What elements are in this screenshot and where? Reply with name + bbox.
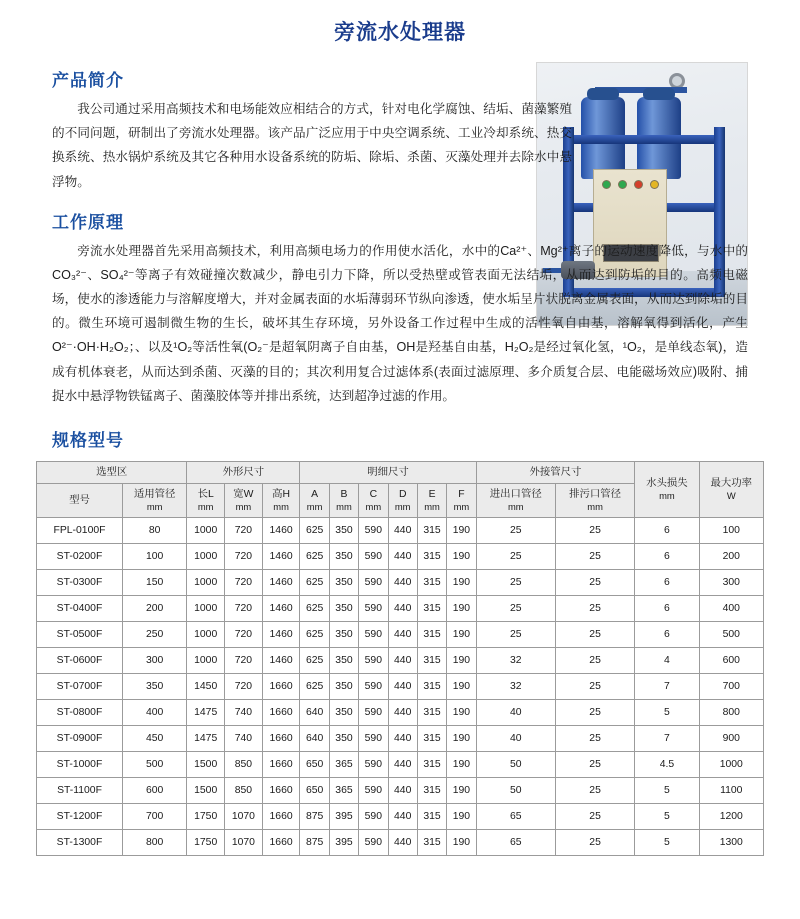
spec-table: [36, 461, 764, 856]
col-unit: mm: [365, 501, 382, 513]
table-cell: 720: [225, 569, 263, 595]
table-cell: 1660: [262, 725, 300, 751]
table-cell: 850: [225, 777, 263, 803]
table-cell: 720: [225, 621, 263, 647]
table-row: [37, 569, 764, 595]
table-cell: 315: [417, 725, 446, 751]
table-cell: 1500: [187, 777, 225, 803]
table-cell: 50: [476, 751, 555, 777]
page-title: 旁流水处理器: [334, 21, 466, 44]
table-cell: 440: [388, 569, 417, 595]
table-cell: 6: [635, 621, 699, 647]
principle-paragraph-text: 旁流水处理器首先采用高频技术，利用高频电场力的作用使水活化，水中的Ca²⁺、Mg²⁺离子的运动速度降低，与水中的CO₃²⁻、SO₄²⁻等离子有效碰撞次数减少，静电引力下降，所以受热壁或管表面无法结垢，从而达到防垢的目的。高频电磁场，使水的渗透能力与溶解度增大，并对金属表面的水垢薄弱环节纵向渗透，使水垢呈片状脱离金属表面，从而达到除垢的目的。微生环境可遏制微生物的生长，破坏其生存环境，另外设备工作过程中生成的活性氧自由基，溶解氧得到活化，产生O²⁻·OH·H₂O₂；、以及¹O₂等活性氧(O₂⁻是超氧阴离子自由基，OH是羟基自由基，H₂O₂是经过氧化氢，¹O₂，是单线态氧)，造成有机体衰老，从而达到杀菌、灭藻的目的；其次利用复合过滤体系(表面过滤原理、多介质复合层、电能磁场效应)吸附、捕捉水中悬浮物铁锰离子、菌藻胶体等并排出系统，达到超净过滤的作用。: [52, 243, 748, 403]
max-power-unit: W: [726, 490, 736, 502]
table-cell: 1460: [262, 621, 300, 647]
table-cell: 440: [388, 751, 417, 777]
table-cell: 315: [417, 673, 446, 699]
table-cell: 720: [225, 595, 263, 621]
group-header-max-power: [699, 461, 763, 517]
table-cell: 440: [388, 829, 417, 855]
col-unit: mm: [197, 501, 214, 513]
table-cell: 590: [359, 725, 388, 751]
table-cell: 640: [300, 699, 329, 725]
table-cell: 25: [555, 517, 634, 543]
table-cell: 600: [699, 647, 763, 673]
table-cell: 32: [476, 673, 555, 699]
table-cell: 365: [329, 751, 358, 777]
table-row: [37, 829, 764, 855]
table-cell: 25: [476, 621, 555, 647]
table-cell: 1660: [262, 777, 300, 803]
table-cell: 1000: [187, 569, 225, 595]
table-cell-model: ST-0400F: [37, 595, 123, 621]
table-cell: 350: [123, 673, 187, 699]
table-cell: 625: [300, 517, 329, 543]
table-cell: 720: [225, 517, 263, 543]
intro-paragraph-text: 我公司通过采用高频技术和电场能效应相结合的方式，针对电化学腐蚀、结垢、菌藻繁殖的不同问题，研制出了旁流水处理器。该产品广泛应用于中央空调系统、工业冷却系统、热交换系统、热水锅炉系统及其它各种用水设备系统的防垢、除垢、杀菌、灭藻处理并去除水中悬浮物。: [52, 102, 572, 189]
table-cell: 590: [359, 699, 388, 725]
table-cell: 350: [329, 543, 358, 569]
table-cell: 720: [225, 647, 263, 673]
table-row: [37, 543, 764, 569]
table-cell: 590: [359, 829, 388, 855]
table-cell: 590: [359, 647, 388, 673]
table-cell: 700: [123, 803, 187, 829]
table-row: [37, 673, 764, 699]
table-cell: 250: [123, 621, 187, 647]
table-cell: 440: [388, 699, 417, 725]
col-header-pipe-diameter: [123, 483, 187, 517]
group-header-selection: 选型区: [37, 461, 187, 483]
col-header-e: [417, 483, 446, 517]
col-label: 宽W: [233, 489, 254, 501]
col-unit: mm: [394, 501, 411, 513]
table-cell-model: ST-1000F: [37, 751, 123, 777]
table-cell: 7: [635, 725, 699, 751]
head-loss-unit: mm: [659, 490, 675, 502]
table-cell: 5: [635, 803, 699, 829]
table-cell: 350: [329, 595, 358, 621]
col-unit: mm: [336, 501, 352, 513]
spec-table-body: [37, 517, 764, 855]
table-cell: 590: [359, 673, 388, 699]
head-loss-label: 水头损失: [646, 478, 688, 490]
table-cell: 440: [388, 621, 417, 647]
table-cell: 590: [359, 751, 388, 777]
table-cell-model: ST-1300F: [37, 829, 123, 855]
table-cell: 440: [388, 673, 417, 699]
col-header-drain: [555, 483, 634, 517]
table-cell: 350: [329, 517, 358, 543]
col-unit: mm: [306, 501, 323, 513]
col-header-model: [37, 483, 123, 517]
col-header-c: [359, 483, 388, 517]
table-cell: 315: [417, 751, 446, 777]
col-label: 排污口管径: [569, 489, 622, 501]
table-cell: 190: [447, 543, 476, 569]
table-cell: 600: [123, 777, 187, 803]
table-cell: 190: [447, 673, 476, 699]
table-cell: 25: [476, 595, 555, 621]
intro-paragraph: [52, 97, 572, 194]
table-cell: 25: [555, 699, 634, 725]
table-row: [37, 751, 764, 777]
table-cell: 395: [329, 829, 358, 855]
table-cell: 875: [300, 829, 329, 855]
col-label: 适用管径: [133, 489, 176, 501]
table-cell: 100: [699, 517, 763, 543]
table-cell: 350: [329, 699, 358, 725]
table-cell: 190: [447, 569, 476, 595]
col-unit: mm: [424, 501, 440, 513]
table-cell: 1460: [262, 517, 300, 543]
table-cell: 1070: [225, 803, 263, 829]
table-row: [37, 621, 764, 647]
table-cell: 720: [225, 673, 263, 699]
col-label: C: [369, 489, 378, 501]
col-header-d: [388, 483, 417, 517]
table-cell: 740: [225, 725, 263, 751]
table-cell: 1000: [187, 621, 225, 647]
table-cell: 1460: [262, 595, 300, 621]
table-cell: 440: [388, 595, 417, 621]
table-cell: 640: [300, 725, 329, 751]
table-cell: 1460: [262, 543, 300, 569]
group-header-connection: 外接管尺寸: [476, 461, 635, 483]
table-cell: 590: [359, 803, 388, 829]
table-cell: 800: [123, 829, 187, 855]
table-row: [37, 595, 764, 621]
table-cell: 190: [447, 621, 476, 647]
table-row: [37, 725, 764, 751]
table-cell: 4.5: [635, 751, 699, 777]
table-cell: 440: [388, 647, 417, 673]
table-cell: 190: [447, 725, 476, 751]
table-cell: 190: [447, 803, 476, 829]
table-cell: 40: [476, 725, 555, 751]
table-cell: 65: [476, 803, 555, 829]
col-header-width: [225, 483, 263, 517]
table-cell: 25: [555, 777, 634, 803]
table-cell: 315: [417, 647, 446, 673]
table-cell: 1475: [187, 725, 225, 751]
table-cell: 200: [123, 595, 187, 621]
table-cell: 1500: [187, 751, 225, 777]
table-cell: 25: [555, 803, 634, 829]
table-cell: 625: [300, 621, 329, 647]
table-cell: 1200: [699, 803, 763, 829]
col-unit: mm: [453, 501, 470, 513]
table-cell: 25: [555, 647, 634, 673]
table-cell: 315: [417, 595, 446, 621]
table-row: [37, 517, 764, 543]
table-cell: 350: [329, 621, 358, 647]
table-cell-model: ST-1200F: [37, 803, 123, 829]
table-cell: 32: [476, 647, 555, 673]
table-cell: 740: [225, 699, 263, 725]
table-cell: 625: [300, 673, 329, 699]
table-cell: 440: [388, 777, 417, 803]
table-cell: 7: [635, 673, 699, 699]
table-cell: 190: [447, 595, 476, 621]
spec-heading: 规格型号: [52, 430, 124, 450]
table-cell: 850: [225, 751, 263, 777]
table-cell: 700: [699, 673, 763, 699]
table-cell: 1660: [262, 673, 300, 699]
table-cell-model: ST-0200F: [37, 543, 123, 569]
table-cell: 315: [417, 777, 446, 803]
col-header-height: [262, 483, 300, 517]
group-header-row: [37, 461, 764, 483]
table-cell: 80: [123, 517, 187, 543]
col-header-b: [329, 483, 358, 517]
table-cell: 200: [699, 543, 763, 569]
col-unit: mm: [235, 501, 252, 513]
table-cell: 440: [388, 725, 417, 751]
col-label: 进出口管径: [489, 489, 542, 501]
table-cell: 25: [476, 517, 555, 543]
table-cell: 1000: [699, 751, 763, 777]
table-cell: 450: [123, 725, 187, 751]
intro-heading: 产品简介: [52, 71, 124, 90]
table-cell: 6: [635, 595, 699, 621]
table-cell: 395: [329, 803, 358, 829]
table-cell: 1000: [187, 543, 225, 569]
table-cell: 590: [359, 569, 388, 595]
table-cell: 590: [359, 543, 388, 569]
table-cell: 315: [417, 621, 446, 647]
table-cell-model: ST-0700F: [37, 673, 123, 699]
table-cell: 590: [359, 621, 388, 647]
table-cell: 350: [329, 673, 358, 699]
table-cell: 315: [417, 699, 446, 725]
table-cell: 800: [699, 699, 763, 725]
table-cell: 300: [123, 647, 187, 673]
spec-table-wrap: [36, 461, 764, 856]
table-cell: 25: [476, 543, 555, 569]
table-cell: 315: [417, 569, 446, 595]
table-cell: 190: [447, 829, 476, 855]
table-cell: 1070: [225, 829, 263, 855]
table-cell: 25: [555, 569, 634, 595]
table-cell: 25: [555, 829, 634, 855]
table-cell: 1460: [262, 647, 300, 673]
col-header-f: [447, 483, 476, 517]
table-cell: 1000: [187, 595, 225, 621]
table-cell: 6: [635, 517, 699, 543]
intro-block: [52, 97, 748, 194]
table-cell: 315: [417, 517, 446, 543]
table-cell: 1660: [262, 829, 300, 855]
table-cell: 440: [388, 803, 417, 829]
table-cell: 6: [635, 543, 699, 569]
table-cell: 25: [555, 725, 634, 751]
table-row: [37, 647, 764, 673]
table-cell-model: FPL-0100F: [37, 517, 123, 543]
table-cell: 400: [699, 595, 763, 621]
table-cell-model: ST-0900F: [37, 725, 123, 751]
table-row: [37, 777, 764, 803]
table-cell: 1460: [262, 569, 300, 595]
table-cell: 315: [417, 829, 446, 855]
table-cell: 190: [447, 517, 476, 543]
col-header-length: [187, 483, 225, 517]
table-cell: 440: [388, 517, 417, 543]
table-cell: 590: [359, 595, 388, 621]
table-cell: 625: [300, 543, 329, 569]
spec-table-head: [37, 461, 764, 517]
table-cell: 625: [300, 569, 329, 595]
col-label: E: [428, 489, 436, 501]
table-cell: 25: [555, 621, 634, 647]
principle-block: [52, 239, 748, 408]
table-cell: 50: [476, 777, 555, 803]
group-header-detail: 明细尺寸: [300, 461, 476, 483]
col-label: 高H: [272, 489, 291, 501]
col-label: A: [311, 489, 319, 501]
col-unit: mm: [587, 501, 603, 513]
table-cell: 5: [635, 829, 699, 855]
col-label: B: [340, 489, 348, 501]
table-cell: 25: [555, 751, 634, 777]
table-cell: 6: [635, 569, 699, 595]
col-unit: mm: [273, 501, 289, 513]
table-cell: 4: [635, 647, 699, 673]
table-cell: 650: [300, 777, 329, 803]
col-header-a: [300, 483, 329, 517]
table-cell: 25: [555, 595, 634, 621]
table-cell: 900: [699, 725, 763, 751]
table-cell: 650: [300, 751, 329, 777]
col-unit: mm: [146, 501, 163, 513]
table-row: [37, 699, 764, 725]
max-power-label: 最大功率: [710, 478, 753, 490]
table-cell-model: ST-0500F: [37, 621, 123, 647]
table-cell: 100: [123, 543, 187, 569]
principle-heading: 工作原理: [52, 212, 124, 232]
col-unit: mm: [507, 501, 524, 513]
table-cell: 440: [388, 543, 417, 569]
table-cell: 25: [555, 673, 634, 699]
table-cell-model: ST-0800F: [37, 699, 123, 725]
table-cell: 150: [123, 569, 187, 595]
table-cell: 315: [417, 543, 446, 569]
col-label: 长L: [197, 489, 214, 501]
table-cell: 350: [329, 725, 358, 751]
col-label: 型号: [69, 494, 90, 506]
table-cell-model: ST-1100F: [37, 777, 123, 803]
table-cell: 65: [476, 829, 555, 855]
table-cell: 1660: [262, 803, 300, 829]
table-cell: 1660: [262, 699, 300, 725]
group-header-head-loss: [635, 461, 699, 517]
table-cell: 5: [635, 699, 699, 725]
table-cell: 350: [329, 647, 358, 673]
table-cell: 350: [329, 569, 358, 595]
table-cell: 1300: [699, 829, 763, 855]
col-header-inlet-outlet: [476, 483, 555, 517]
table-row: [37, 803, 764, 829]
table-cell: 1100: [699, 777, 763, 803]
table-cell: 190: [447, 647, 476, 673]
col-label: D: [398, 489, 407, 501]
group-header-outline: 外形尺寸: [187, 461, 300, 483]
table-cell: 5: [635, 777, 699, 803]
principle-paragraph: [52, 239, 748, 408]
table-cell: 1000: [187, 517, 225, 543]
table-cell: 40: [476, 699, 555, 725]
table-cell: 190: [447, 699, 476, 725]
table-cell: 625: [300, 595, 329, 621]
table-cell: 1450: [187, 673, 225, 699]
table-cell: 1750: [187, 803, 225, 829]
table-cell: 1750: [187, 829, 225, 855]
col-label: F: [458, 489, 465, 501]
table-cell: 400: [123, 699, 187, 725]
table-cell-model: ST-0600F: [37, 647, 123, 673]
table-cell: 25: [555, 543, 634, 569]
table-cell-model: ST-0300F: [37, 569, 123, 595]
table-cell: 625: [300, 647, 329, 673]
table-cell: 590: [359, 517, 388, 543]
table-cell: 500: [699, 621, 763, 647]
table-cell: 590: [359, 777, 388, 803]
table-cell: 720: [225, 543, 263, 569]
table-cell: 1660: [262, 751, 300, 777]
table-cell: 500: [123, 751, 187, 777]
table-cell: 365: [329, 777, 358, 803]
table-cell: 1000: [187, 647, 225, 673]
table-cell: 190: [447, 777, 476, 803]
table-cell: 875: [300, 803, 329, 829]
table-cell: 315: [417, 803, 446, 829]
table-cell: 300: [699, 569, 763, 595]
table-cell: 25: [476, 569, 555, 595]
table-cell: 190: [447, 751, 476, 777]
table-cell: 1475: [187, 699, 225, 725]
